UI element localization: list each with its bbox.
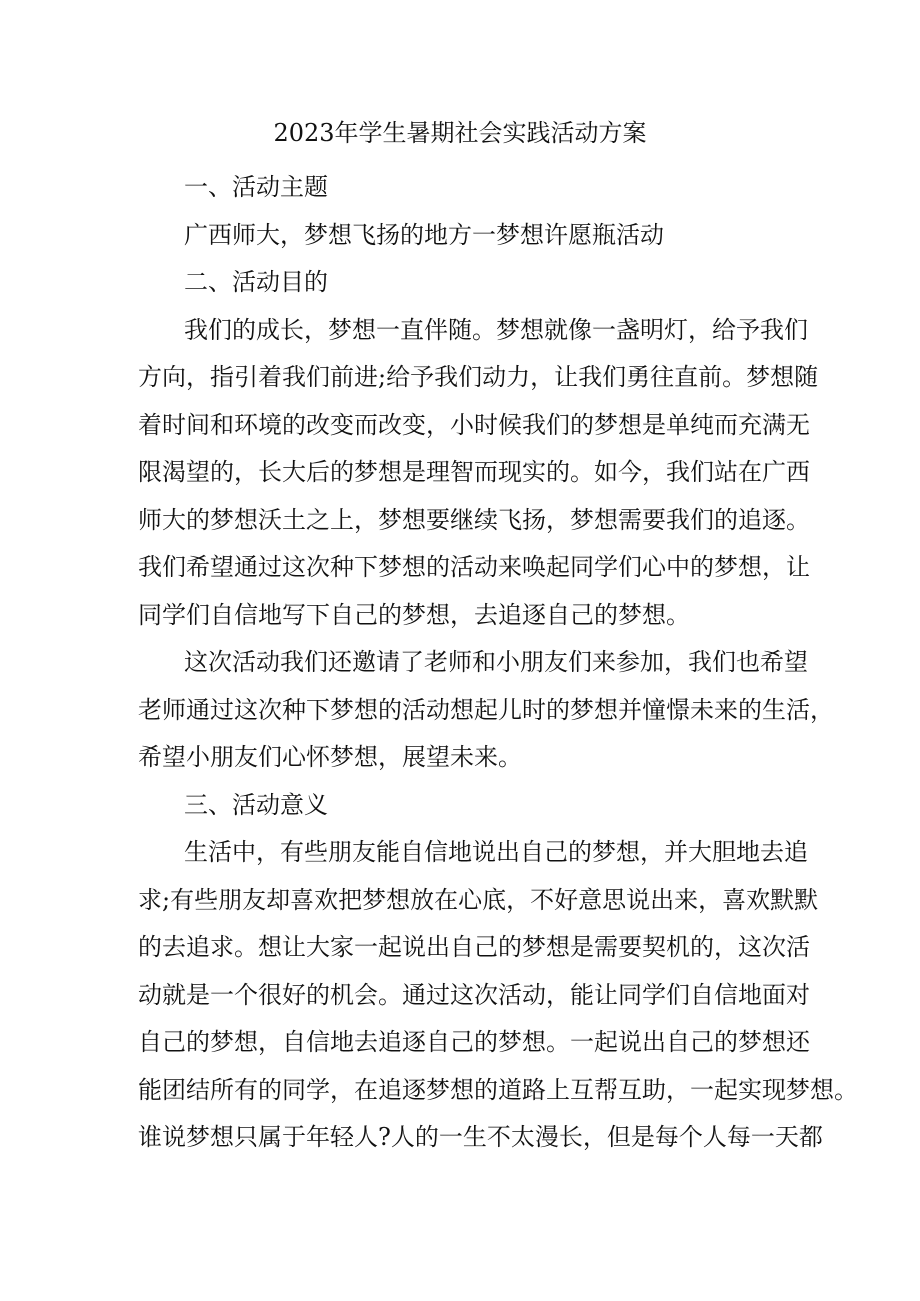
paragraph-line: 同学们自信地写下自己的梦想，去追逐自己的梦想。	[138, 600, 690, 629]
paragraph-line: 希望小朋友们心怀梦想，展望未来。	[138, 743, 522, 771]
document-title: 2023年学生暑期社会实践活动方案	[273, 119, 647, 147]
paragraph-line: 的去追求。想让大家一起说出自己的梦想是需要契机的，这次活	[138, 933, 810, 961]
section-heading-significance: 三、活动意义	[184, 790, 328, 819]
paragraph-line: 方向，指引着我们前进;给予我们动力，让我们勇往直前。梦想随	[138, 363, 819, 391]
paragraph-line: 自己的梦想，自信地去追逐自己的梦想。一起说出自己的梦想还	[138, 1028, 810, 1056]
paragraph-line: 求;有些朋友却喜欢把梦想放在心底，不好意思说出来，喜欢默默	[138, 885, 819, 914]
paragraph-line: 老师通过这次种下梦想的活动想起儿时的梦想并憧憬未来的生活，	[138, 695, 834, 724]
paragraph-line: 限渴望的，长大后的梦想是理智而现实的。如今，我们站在广西	[138, 458, 810, 486]
document-body	[138, 164, 858, 1162]
paragraph-line: 能团结所有的同学，在追逐梦想的道路上互帮互助，一起实现梦想。	[138, 1075, 858, 1104]
paragraph-line: 我们的成长，梦想一直伴随。梦想就像一盏明灯，给予我们	[184, 315, 808, 344]
paragraph-line: 动就是一个很好的机会。通过这次活动，能让同学们自信地面对	[138, 980, 810, 1009]
theme-text: 广西师大，梦想飞扬的地方一梦想许愿瓶活动	[184, 220, 664, 249]
paragraph-line: 这次活动我们还邀请了老师和小朋友们来参加，我们也希望	[184, 648, 808, 676]
paragraph-line: 师大的梦想沃土之上，梦想要继续飞扬，梦想需要我们的追逐。	[138, 505, 810, 534]
section-heading-purpose: 二、活动目的	[184, 268, 328, 296]
paragraph-line: 着时间和环境的改变而改变，小时候我们的梦想是单纯而充满无	[138, 410, 810, 439]
paragraph-line: 生活中，有些朋友能自信地说出自己的梦想，并大胆地去追	[184, 838, 808, 866]
paragraph-line: 谁说梦想只属于年轻人?人的一生不太漫长，但是每个人每一天都	[138, 1123, 823, 1151]
section-heading-theme: 一、活动主题	[184, 173, 328, 201]
paragraph-line: 我们希望通过这次种下梦想的活动来唤起同学们心中的梦想，让	[138, 553, 810, 581]
